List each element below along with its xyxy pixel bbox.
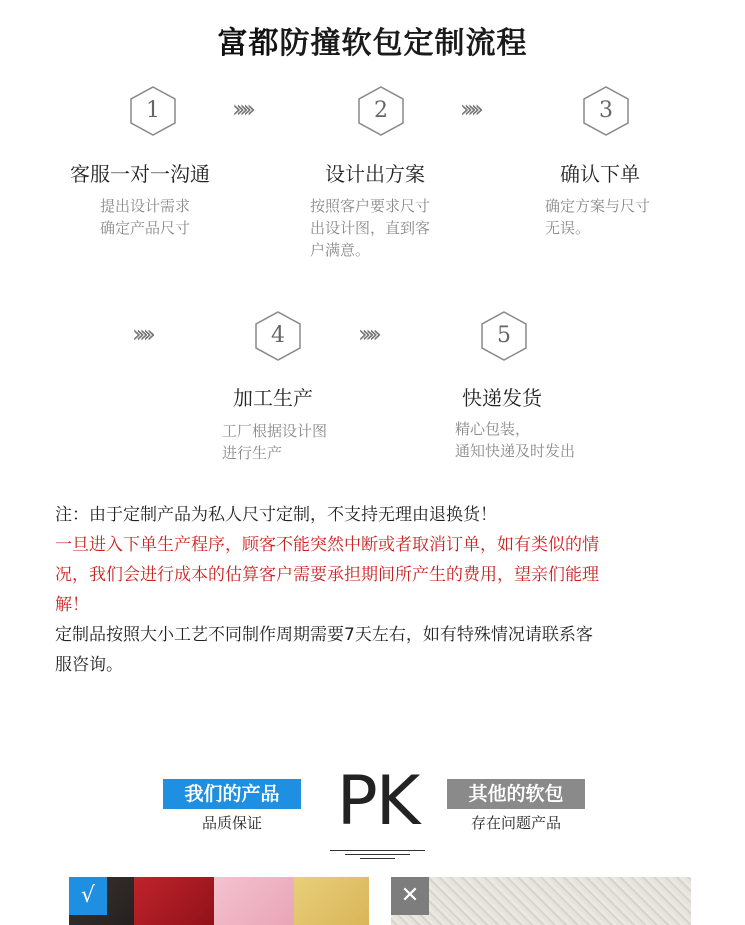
arrow-icon: ››››› bbox=[232, 95, 250, 123]
step-5-desc bbox=[455, 418, 575, 462]
divider bbox=[345, 854, 410, 855]
notice-warning-line: 解！ bbox=[55, 595, 89, 615]
step-2-desc-line: 出设计图，直到客 bbox=[310, 219, 431, 237]
pk-heading: PK bbox=[336, 762, 419, 841]
step-1-number: 1 bbox=[146, 98, 160, 123]
other-product-subtitle: 存在问题产品 bbox=[470, 814, 561, 832]
step-5-title: 快递发货 bbox=[462, 386, 542, 410]
step-1-desc-line: 确定产品尺寸 bbox=[100, 219, 191, 237]
step-5-number: 5 bbox=[497, 323, 511, 348]
arrow-icon: ››››› bbox=[460, 95, 478, 123]
other-product-tag: 其他的软包 bbox=[447, 779, 585, 809]
step-5-desc-line: 精心包装， bbox=[455, 420, 531, 438]
cross-icon: ✕ bbox=[391, 877, 429, 915]
notice-line: 定制品按照大小工艺不同制作周期需要7天左右，如有特殊情况请联系客 bbox=[55, 625, 593, 645]
step-1-desc bbox=[100, 195, 190, 239]
step-3-desc-line: 确定方案与尺寸 bbox=[545, 197, 651, 215]
step-4-desc-line: 工厂根据设计图 bbox=[222, 422, 328, 440]
notice-warning-line: 一旦进入下单生产程序，顾客不能突然中断或者取消订单，如有类似的情 bbox=[55, 535, 599, 555]
step-3-badge bbox=[580, 85, 632, 137]
step-1-badge bbox=[127, 85, 179, 137]
step-4-title: 加工生产 bbox=[233, 386, 313, 410]
divider bbox=[360, 858, 395, 859]
page-title bbox=[0, 18, 745, 62]
step-2-desc-line: 按照客户要求尺寸 bbox=[310, 197, 431, 215]
step-2-title: 设计出方案 bbox=[325, 162, 425, 186]
title-text: 防撞软包定制流程 bbox=[279, 26, 528, 61]
our-product-subtitle: 品质保证 bbox=[201, 814, 262, 832]
step-3-desc-line: 无误。 bbox=[545, 219, 591, 237]
step-4-desc bbox=[222, 420, 327, 464]
notice-warning-line: 况，我们会进行成本的估算客户需要承担期间所产生的费用，望亲们能理 bbox=[55, 565, 599, 585]
step-2-number: 2 bbox=[374, 98, 388, 123]
arrow-icon: ››››› bbox=[132, 320, 150, 348]
step-2-badge bbox=[355, 85, 407, 137]
our-product-tag: 我们的产品 bbox=[163, 779, 301, 809]
step-1-title: 客服一对一沟通 bbox=[70, 162, 210, 186]
notice-line: 注：由于定制产品为私人尺寸定制，不支持无理由退换货！ bbox=[55, 505, 497, 525]
arrow-icon: ››››› bbox=[358, 320, 376, 348]
notice-line: 服咨询。 bbox=[55, 655, 123, 675]
check-icon: √ bbox=[69, 877, 107, 915]
step-2-desc bbox=[310, 195, 430, 261]
step-3-desc bbox=[545, 195, 650, 239]
order-notice bbox=[55, 500, 705, 680]
step-1-desc-line: 提出设计需求 bbox=[100, 197, 191, 215]
step-3-number: 3 bbox=[599, 98, 613, 123]
divider bbox=[330, 850, 425, 851]
step-5-badge bbox=[478, 310, 530, 362]
step-4-number: 4 bbox=[271, 323, 285, 348]
step-5-desc-line: 通知快递及时发出 bbox=[455, 442, 576, 460]
brand-name: 富都 bbox=[217, 26, 280, 61]
step-3-title: 确认下单 bbox=[560, 162, 640, 186]
step-4-badge bbox=[252, 310, 304, 362]
step-4-desc-line: 进行生产 bbox=[222, 444, 283, 462]
our-leather-swatches-image bbox=[69, 877, 369, 925]
other-product-texture-image bbox=[391, 877, 691, 925]
step-2-desc-line: 户满意。 bbox=[310, 241, 371, 259]
